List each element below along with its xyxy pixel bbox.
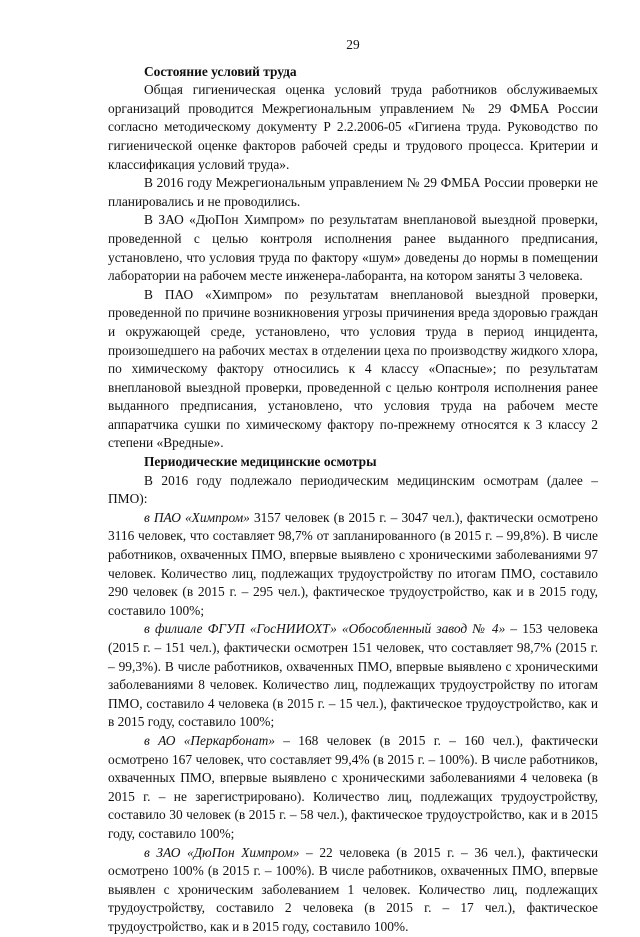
list-item-khimprom: [108, 509, 598, 621]
paragraph-general-assessment: Общая гигиеническая оценка условий труда работников обслуживаемых организаций проводится Межрегиональным управлением № 29 ФМБА России согласно методическому документу Р 2.2.2006-05 «Гигиена труда. Руководство по гигиенической оценке факторов рабочей среды и трудового процесса. Критерии и классификация условий труда».: [108, 82, 598, 172]
list-item-gosniiokht: [108, 620, 598, 732]
list-item-perkarbonat: [108, 732, 598, 844]
paragraph-khimprom-inspection: В ПАО «Химпром» по результатам внеплановой выездной проверки, проведенной по причине возникновения угрозы причинения вреда здоровью граждан и окружающей среде, установлено, что условия труда в период инцидента, произошедшего на рабочих местах в отделении цеха по производству жидкого хлора, по химическому фактору относились к 4 классу «Опасные»; по результатам внеплановой выездной проверки, проведенной с целью контроля исполнения ранее выданного предписания, установлено, что условия труда на рабочем месте аппаратчика сушки по химическому фактору по-прежнему относятся к 3 классу 2 степени «Вредные».: [108, 286, 598, 451]
paragraph-pmo-intro: В 2016 году подлежало периодическим медицинским осмотрам (далее – ПМО):: [108, 472, 598, 507]
item-text: – 22 человека (в 2015 г. – 36 чел.), фактически осмотрено 100% (в 2015 г. – 100%). В числе работников, охваченных ПМО, впервые выявлен с хроническим заболеванием 1 человек. Количество лиц, подлежащих трудоустройству, составило 2 человека (в 2015 г. – 17 чел.), фактическое трудоустройство, как и в 2015 году, составило 100%.: [108, 844, 598, 934]
org-name: в ЗАО «ДюПон Химпром»: [144, 844, 300, 860]
page-number: 29: [346, 37, 360, 52]
org-name: в АО «Перкарбонат»: [144, 732, 275, 748]
section-heading-working-conditions: Состояние условий труда: [144, 63, 297, 79]
org-name: в ПАО «Химпром»: [144, 509, 250, 525]
paragraph-dupont-inspection: В ЗАО «ДюПон Химпром» по результатам внеплановой выездной проверки, проведенной с целью контроля исполнения ранее выданного предписания, установлено, что условия труда по фактору «шум» доведены до нормы в помещении лаборатории на рабочем месте инженера-лаборанта, на котором заняты 3 человека.: [108, 212, 598, 284]
list-item-dupont: [108, 844, 598, 937]
item-text: – 168 человек (в 2015 г. – 160 чел.), фактически осмотрено 167 человек, что составляет 99,4% (в 2015 г. – 100%). В числе работников, охваченных ПМО, впервые выявлено с хроническими заболеваниями 4 человека (в 2015 г. – не зарегистрировано). Количество лиц, подлежащих трудоустройству, составило 30 человек (в 2015 г. – 58 чел.), фактическое трудоустройство, как и в 2015 году, составило 100%;: [108, 732, 598, 841]
section-heading-medical-exams: Периодические медицинские осмотры: [144, 454, 377, 470]
item-text: 3157 человек (в 2015 г. – 3047 чел.), фактически осмотрено 3116 человек, что составляет 98,7% от запланированного (в 2015 г. – 99,8%). В числе работников, охваченных ПМО, впервые выявлено с хроническими заболеваниями 97 человек. Количество лиц, подлежащих трудоустройству по итогам ПМО, составило 290 человек (в 2015 г. – 295 чел.), фактическое трудоустройство, как и в 2015 году, составило 100%;: [108, 509, 599, 618]
item-text: – 153 человека (2015 г. – 151 чел.), фактически осмотрен 151 человек, что составляет 98,7% (2015 г. – 99,3%). В числе работников, охваченных ПМО, впервые выявлено с хроническими заболеваниями 8 человек. Количество лиц, подлежащих трудоустройству по итогам ПМО, составило 4 человека (в 2015 г. – 15 чел.), фактическое трудоустройство, как и в 2015 году, составило 100%;: [108, 621, 598, 730]
org-name: в филиале ФГУП «ГосНИИОХТ» «Обособленный завод № 4»: [144, 621, 506, 637]
document-page: [108, 36, 598, 937]
paragraph-2016-inspections: В 2016 году Межрегиональным управлением № 29 ФМБА России проверки не планировались и не проводились.: [108, 175, 598, 209]
